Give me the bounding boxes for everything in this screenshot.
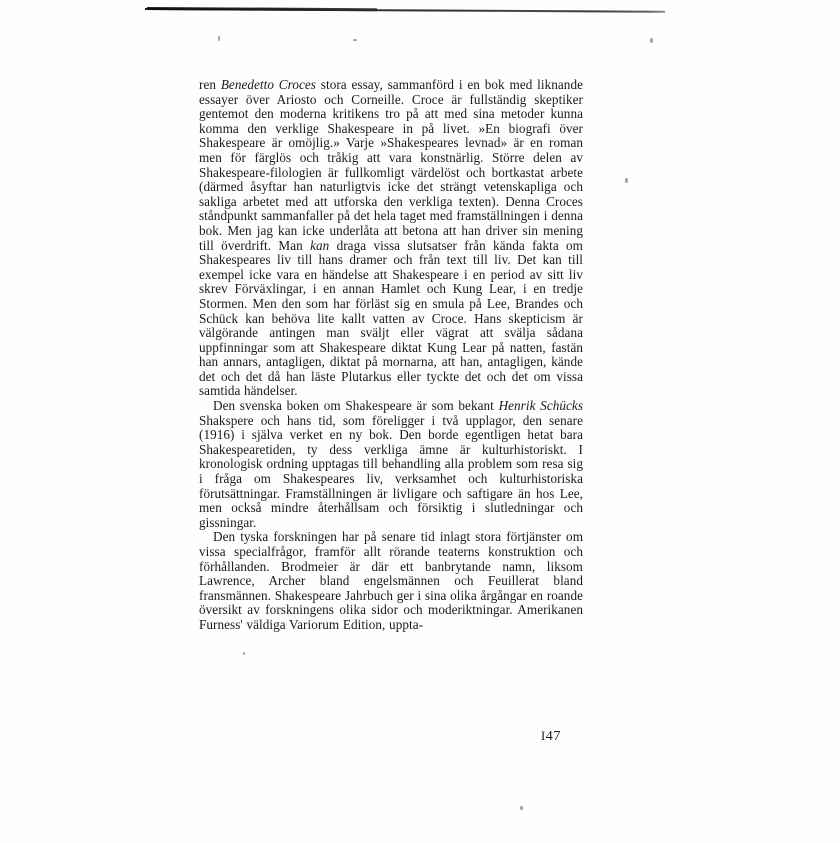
italic-run: Benedetto Croces: [220, 77, 316, 92]
text-run: ren: [199, 77, 221, 92]
scan-speck: [520, 806, 523, 810]
body-text-column: [199, 78, 583, 633]
scan-edge-rule: [145, 8, 665, 13]
text-run: Shakspere och hans tid, som föreligger i två upplagor, den senare (1916) i själva verket en ny bok. Den borde egentligen hetat bara Shakespearetiden, ty dess verkliga ämne är kulturhistoriskt. I kronologisk ordning upptagas till behandling alla problem som resa sig i fråga om Shakespeares liv, verksamhet och kulturhistoriska förutsättningar. Framställningen är livligare och saftigare än hos Lee, men också mindre återhållsam och försiktig i slutledningar och gissningar.: [199, 412, 583, 530]
page-number-leading-digit: I: [541, 728, 546, 743]
scan-speck: [218, 36, 220, 41]
italic-run: kan: [310, 237, 330, 253]
text-run: stora essay, sammanförd i en bok med liknande essayer över Ariosto och Corneille. Croce är fullständig skeptiker gentemot den moderna kritikens tro på att med sina metoder kunna komma den verklige Shakespeare in på livet. »En biografi över Shakespeare är omöjlig.» Varje »Shakespeares levnad» är en roman men för färglös och tråkig att vara konstnärlig. Större delen av Shakespeare-filologien är fullkomligt värdelöst och bortkastat arbete (därmed åsyftar han naturligtvis icke det strängt vetenskapliga och sakliga arbetet med att utforska den verkliga texten). Denna Croces ståndpunkt sammanfaller på det hela taget med framställningen i denna bok. Men jag kan icke underlåta att betona att han driver sin mening till överdrift. Man: [199, 77, 583, 253]
page-number: [541, 729, 561, 745]
text-run: Den tyska forskningen har på senare tid inlagt stora förtjänster om vissa specialfrågor, framför allt rörande teaterns konstruktion och förhållanden. Brodmeier är där ett banbrytande namn, liksom Lawrence, Archer bland engelsmännen och Feuillerat bland fransmännen. Shakespeare Jahrbuch ger i sina olika årgångar en roande översikt av forskningens olika sidor och moderiktningar. Amerikanen Furness' väldiga Variorum Edition, uppta-: [199, 529, 583, 632]
para-tyska: [199, 530, 583, 632]
para-schuck: [199, 399, 583, 530]
italic-run: Henrik Schücks: [498, 398, 583, 414]
page-number-trailing-digits: 47: [545, 729, 561, 744]
text-run: draga vissa slutsatser från kända fakta om Shakespeares liv till hans dramer och från text till liv. Det kan till exempel icke vara en händelse att Shakespeare i en period av sitt liv skrev Förväxlingar, i en annan Hamlet och Kung Lear, i en tredje Stormen. Men den som har förläst sig en smula på Lee, Brandes och Schück kan behöva lite kallt vatten av Croce. Hans skepticism är välgörande antingen man sväljt eller vägrat att svälja sådana uppfinningar som att Shakespeare diktat Kung Lear på natten, fastän han annars, antagligen, diktat på mornarna, att han, antagligen, kände det och det då han läste Plutarkus eller tyckte det och det om vissa samtida händelser.: [199, 237, 583, 399]
text-run: Den svenska boken om Shakespeare är som bekant: [213, 398, 499, 414]
scan-speck: [243, 652, 245, 655]
scan-speck: [650, 38, 653, 43]
scan-speck: [625, 178, 628, 183]
scan-speck: [353, 39, 357, 41]
para-croce: [199, 78, 583, 399]
